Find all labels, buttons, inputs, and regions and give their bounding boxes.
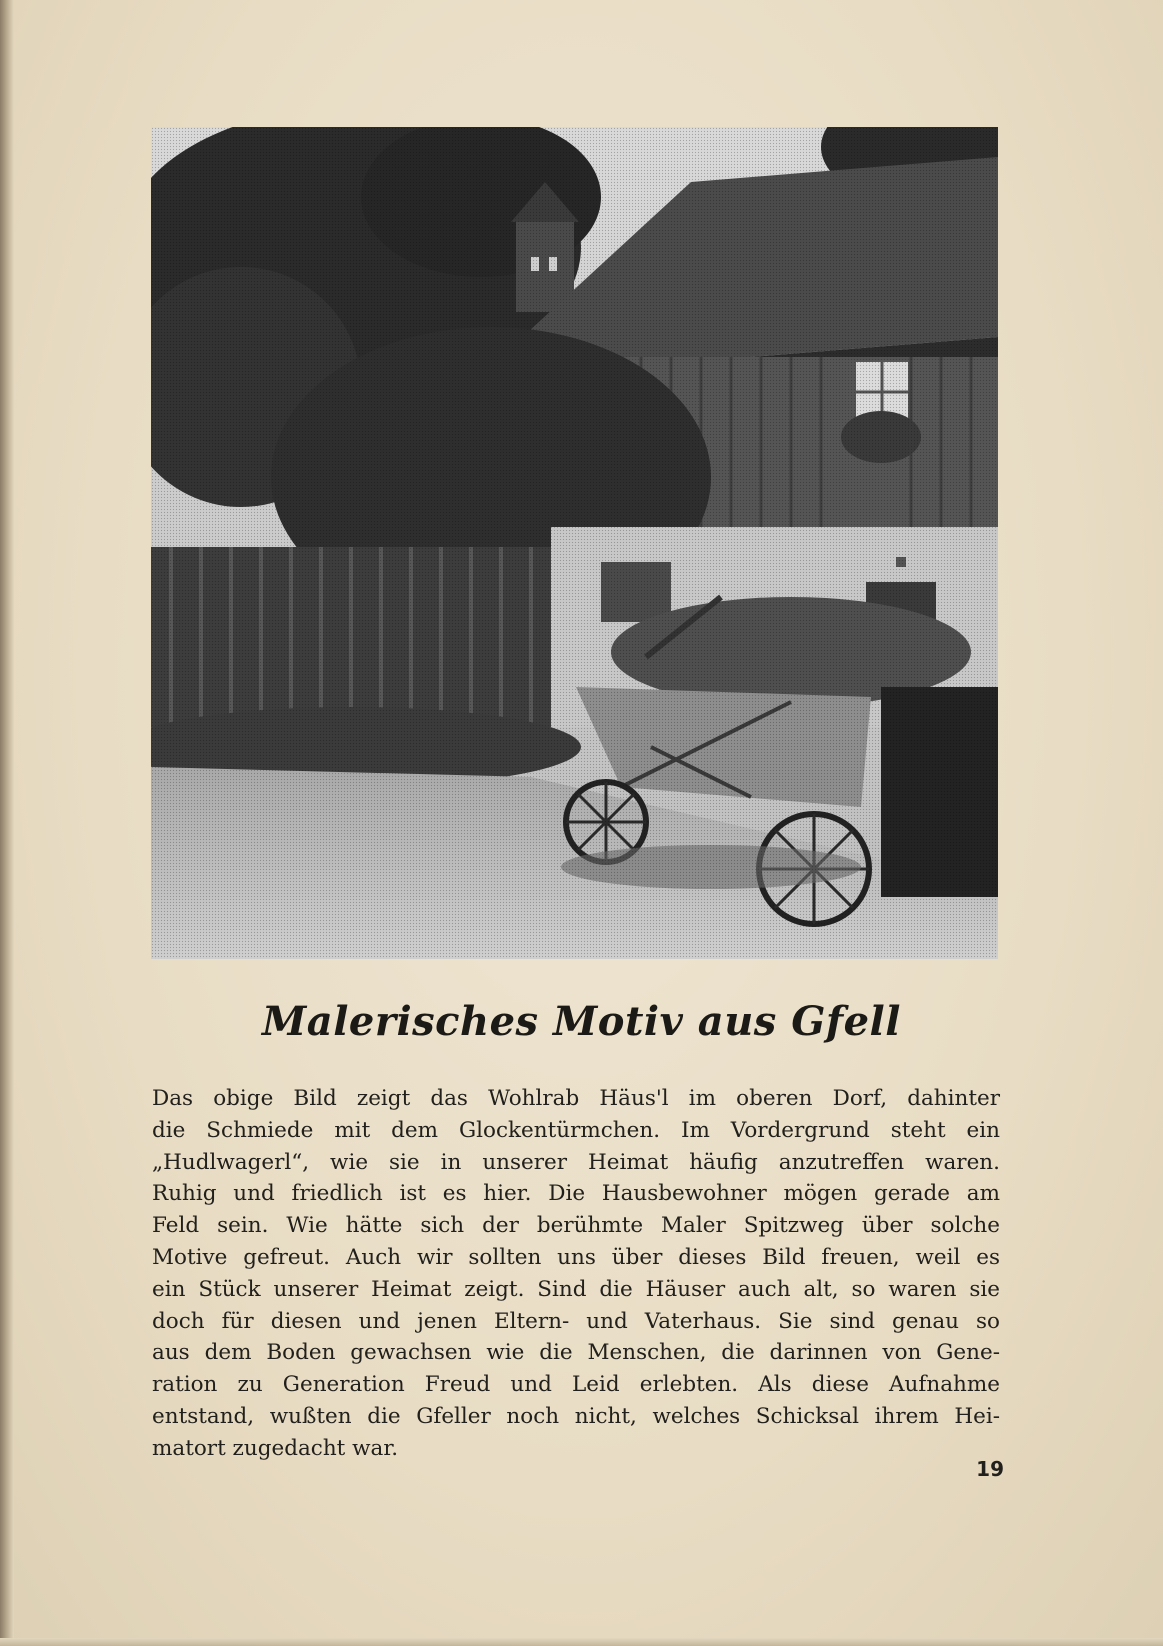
photo-old-house-with-handcart xyxy=(151,127,998,959)
page-bottom-edge xyxy=(0,1638,1163,1646)
article-body xyxy=(152,1083,1000,1465)
body-line: ein Stück unserer Heimat zeigt. Sind die Häuser auch alt, so waren sie xyxy=(152,1276,1000,1302)
page-number: 19 xyxy=(976,1457,1004,1481)
body-line: matort zugedacht war. xyxy=(152,1435,399,1461)
body-line: Ruhig und friedlich ist es hier. Die Hausbewohner mögen gerade am xyxy=(152,1181,1000,1207)
body-line: ration zu Generation Freud und Leid erlebten. Als diese Aufnahme xyxy=(152,1372,1000,1398)
body-line: Motive gefreut. Auch wir sollten uns über dieses Bild freuen, weil es xyxy=(152,1244,1000,1270)
body-line: die Schmiede mit dem Glockentürmchen. Im Vordergrund steht ein xyxy=(152,1117,1000,1143)
body-line: aus dem Boden gewachsen wie die Menschen, die darinnen von Gene- xyxy=(152,1340,1000,1366)
body-line: doch für diesen und jenen Eltern- und Vaterhaus. Sie sind genau so xyxy=(152,1308,1000,1334)
book-spine-shadow xyxy=(0,0,14,1646)
body-line: Feld sein. Wie hätte sich der berühmte Maler Spitzweg über solche xyxy=(152,1213,1000,1239)
article-title: Malerisches Motiv aus Gfell xyxy=(262,998,901,1045)
body-line: entstand, wußten die Gfeller noch nicht, welches Schicksal ihrem Hei- xyxy=(152,1403,1000,1429)
body-line: Das obige Bild zeigt das Wohlrab Häus'l im oberen Dorf, dahinter xyxy=(152,1086,1000,1111)
body-line: „Hudlwagerl“, wie sie in unserer Heimat häufig anzutreffen waren. xyxy=(152,1149,1000,1175)
